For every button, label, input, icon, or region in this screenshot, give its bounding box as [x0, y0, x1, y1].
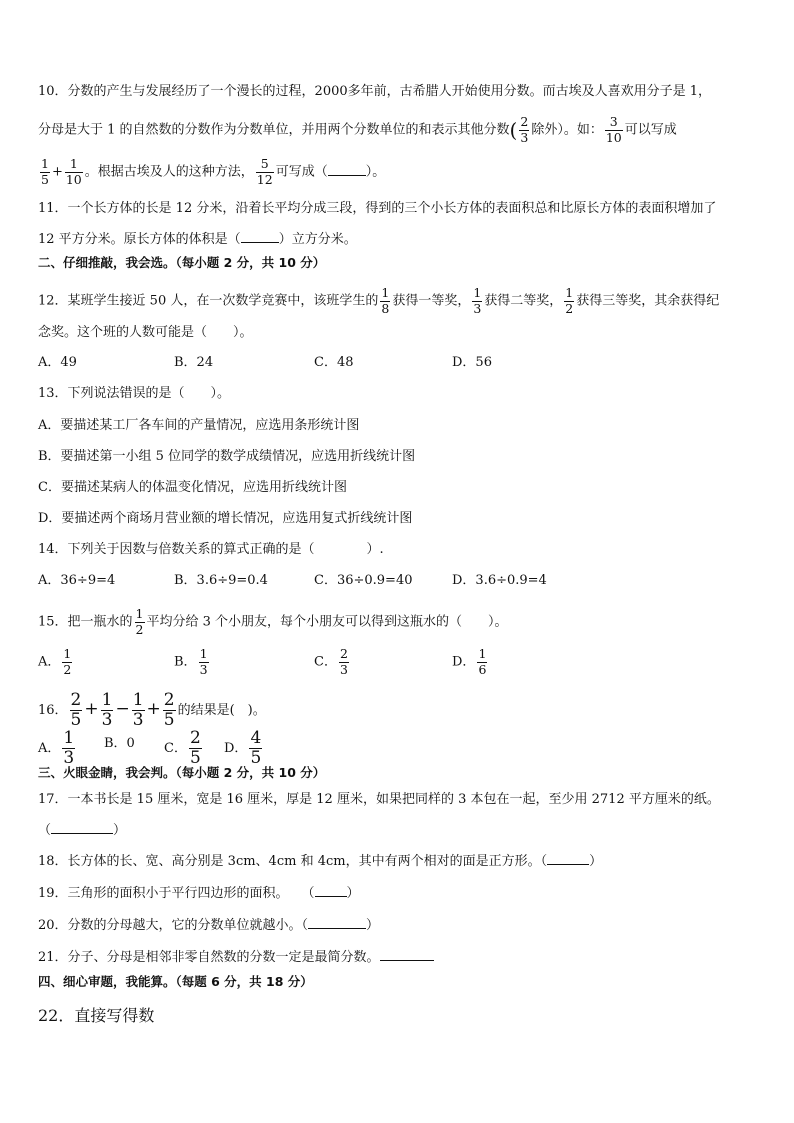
q12-line1: 12．某班学生接近 50 人，在一次数学竞赛中，该班学生的 $\frac{1}{8}$ 获得一等奖， $\frac{1}{3}$ 获得二等奖， $\frac{1}{2}$ 获得三等奖，其余获得纪	[38, 285, 720, 316]
option-a[interactable]: A．49	[38, 355, 77, 370]
option-d[interactable]: D．要描述两个商场月营业额的增长情况，应选用复式折线统计图	[38, 511, 413, 526]
option-c[interactable]: C．36÷0.9=40	[314, 573, 413, 588]
fraction-1-2: $\frac{1}{2}$	[135, 606, 144, 637]
option-a[interactable]: A． $\frac{1}{2}$	[38, 646, 72, 677]
q17-line2: （ ）	[38, 823, 127, 838]
fraction-1-8: $\frac{1}{8}$	[381, 285, 390, 316]
section-4-heading: 四、细心审题，我能算。（每题 6 分，共 18 分）	[38, 974, 313, 989]
q21: 21．分子、分母是相邻非零自然数的分数一定是最简分数。	[38, 948, 434, 967]
q20: 20．分数的分母越大，它的分数单位就越小。（ ）	[38, 918, 380, 933]
section-3-heading: 三、火眼金睛，我会判。（每小题 2 分，共 10 分）	[38, 765, 326, 780]
fraction-2-5: $\frac{2}{5}$	[70, 690, 82, 730]
q16-stem: 16． $\frac{2}{5}$ + $\frac{1}{3}$ − $\frac{1}{3}$ + $\frac{2}{5}$ 的结果是( )。	[38, 690, 266, 730]
q10-line3: $\frac{1}{5}$ + $\frac{1}{10}$ 。根据古埃及人的这种方法， $\frac{5}{12}$ 可写成（ ）。	[41, 156, 386, 187]
option-b[interactable]: B．要描述第一小组 5 位同学的数学成绩情况，应选用折线统计图	[38, 449, 416, 464]
option-d[interactable]: D． $\frac{4}{5}$	[224, 728, 262, 768]
option-c[interactable]: C．要描述某病人的体温变化情况，应选用折线统计图	[38, 480, 347, 495]
answer-blank[interactable]	[547, 852, 589, 865]
fraction-2-5: $\frac{2}{5}$	[163, 690, 175, 730]
q10-line2: 分母是大于 1 的自然数的分数作为分数单位，并用两个分数单位的和表示其他分数( $\frac{2}{3}$ 除外）。如： $\frac{3}{10}$ 可以写成	[38, 114, 677, 145]
option-d[interactable]: D．56	[452, 355, 492, 370]
answer-blank[interactable]	[51, 821, 113, 834]
option-b[interactable]: B．24	[174, 355, 214, 370]
q14-options	[38, 572, 760, 590]
q22: 22．直接写得数	[38, 1006, 155, 1025]
option-d[interactable]: D．3.6÷0.9=4	[452, 573, 547, 588]
q16-options	[38, 728, 760, 768]
fraction-3-10: $\frac{3}{10}$	[605, 114, 622, 145]
option-a[interactable]: A．36÷9=4	[38, 573, 116, 588]
option-a[interactable]: A．要描述某工厂各车间的产量情况，应选用条形统计图	[38, 418, 360, 433]
q19: 19．三角形的面积小于平行四边形的面积。 （ ）	[38, 886, 360, 901]
fraction-5-12: $\frac{5}{12}$	[256, 156, 273, 187]
fraction-1-10: $\frac{1}{10}$	[65, 156, 82, 187]
section-2-heading: 二、仔细推敲，我会选。（每小题 2 分，共 10 分）	[38, 255, 326, 270]
q14-stem: 14．下列关于因数与倍数关系的算式正确的是（ ）.	[38, 542, 384, 557]
option-d[interactable]: D． $\frac{1}{6}$	[452, 646, 487, 677]
q11-line2: 12 平方分米。原长方体的体积是（ ）立方分米。	[38, 232, 357, 247]
q10-line1: 10．分数的产生与发展经历了一个漫长的过程，2000多年前，古希腊人开始使用分数。而古埃及人喜欢用分子是 1，	[38, 84, 712, 99]
q11-line1: 11．一个长方体的长是 12 分米，沿着长平均分成三段，得到的三个小长方体的表面积总和比原长方体的表面积增加了	[38, 201, 717, 216]
answer-blank[interactable]	[380, 948, 434, 961]
q13-stem: 13．下列说法错误的是（ ）。	[38, 386, 231, 401]
q17-line1: 17．一本书长是 15 厘米，宽是 16 厘米，厚是 12 厘米，如果把同样的 3 本包在一起，至少用 2712 平方厘米的纸。	[38, 792, 720, 807]
fraction-1-3: $\frac{1}{3}$	[473, 285, 482, 316]
option-c[interactable]: C． $\frac{2}{3}$	[314, 646, 348, 677]
q12-options	[38, 354, 760, 372]
fraction-1-3: $\frac{1}{3}$	[132, 690, 144, 730]
fraction-1-2: $\frac{1}{2}$	[565, 285, 574, 316]
option-a[interactable]: A． $\frac{1}{3}$	[38, 728, 75, 768]
q15-stem: 15．把一瓶水的 $\frac{1}{2}$ 平均分给 3 个小朋友，每个小朋友可以得到这瓶水的（ ）。	[38, 606, 508, 637]
q12-line2: 念奖。这个班的人数可能是（ ）。	[38, 325, 253, 340]
option-b[interactable]: B． $\frac{1}{3}$	[174, 646, 208, 677]
fraction-2-3: $\frac{2}{3}$	[520, 114, 529, 145]
answer-blank[interactable]	[308, 916, 366, 929]
q15-options	[38, 646, 760, 677]
option-c[interactable]: C．48	[314, 355, 354, 370]
answer-blank[interactable]	[241, 230, 279, 243]
q18: 18．长方体的长、宽、高分别是 3cm、4cm 和 4cm，其中有两个相对的面是正方形。（ ）	[38, 854, 603, 869]
option-b[interactable]: B．0	[104, 736, 135, 751]
option-c[interactable]: C． $\frac{2}{5}$	[164, 728, 201, 768]
answer-blank[interactable]	[328, 163, 366, 176]
fraction-1-5: $\frac{1}{5}$	[41, 156, 49, 187]
fraction-1-3: $\frac{1}{3}$	[101, 690, 113, 730]
option-b[interactable]: B．3.6÷9=0.4	[174, 573, 268, 588]
answer-blank[interactable]	[315, 884, 347, 897]
